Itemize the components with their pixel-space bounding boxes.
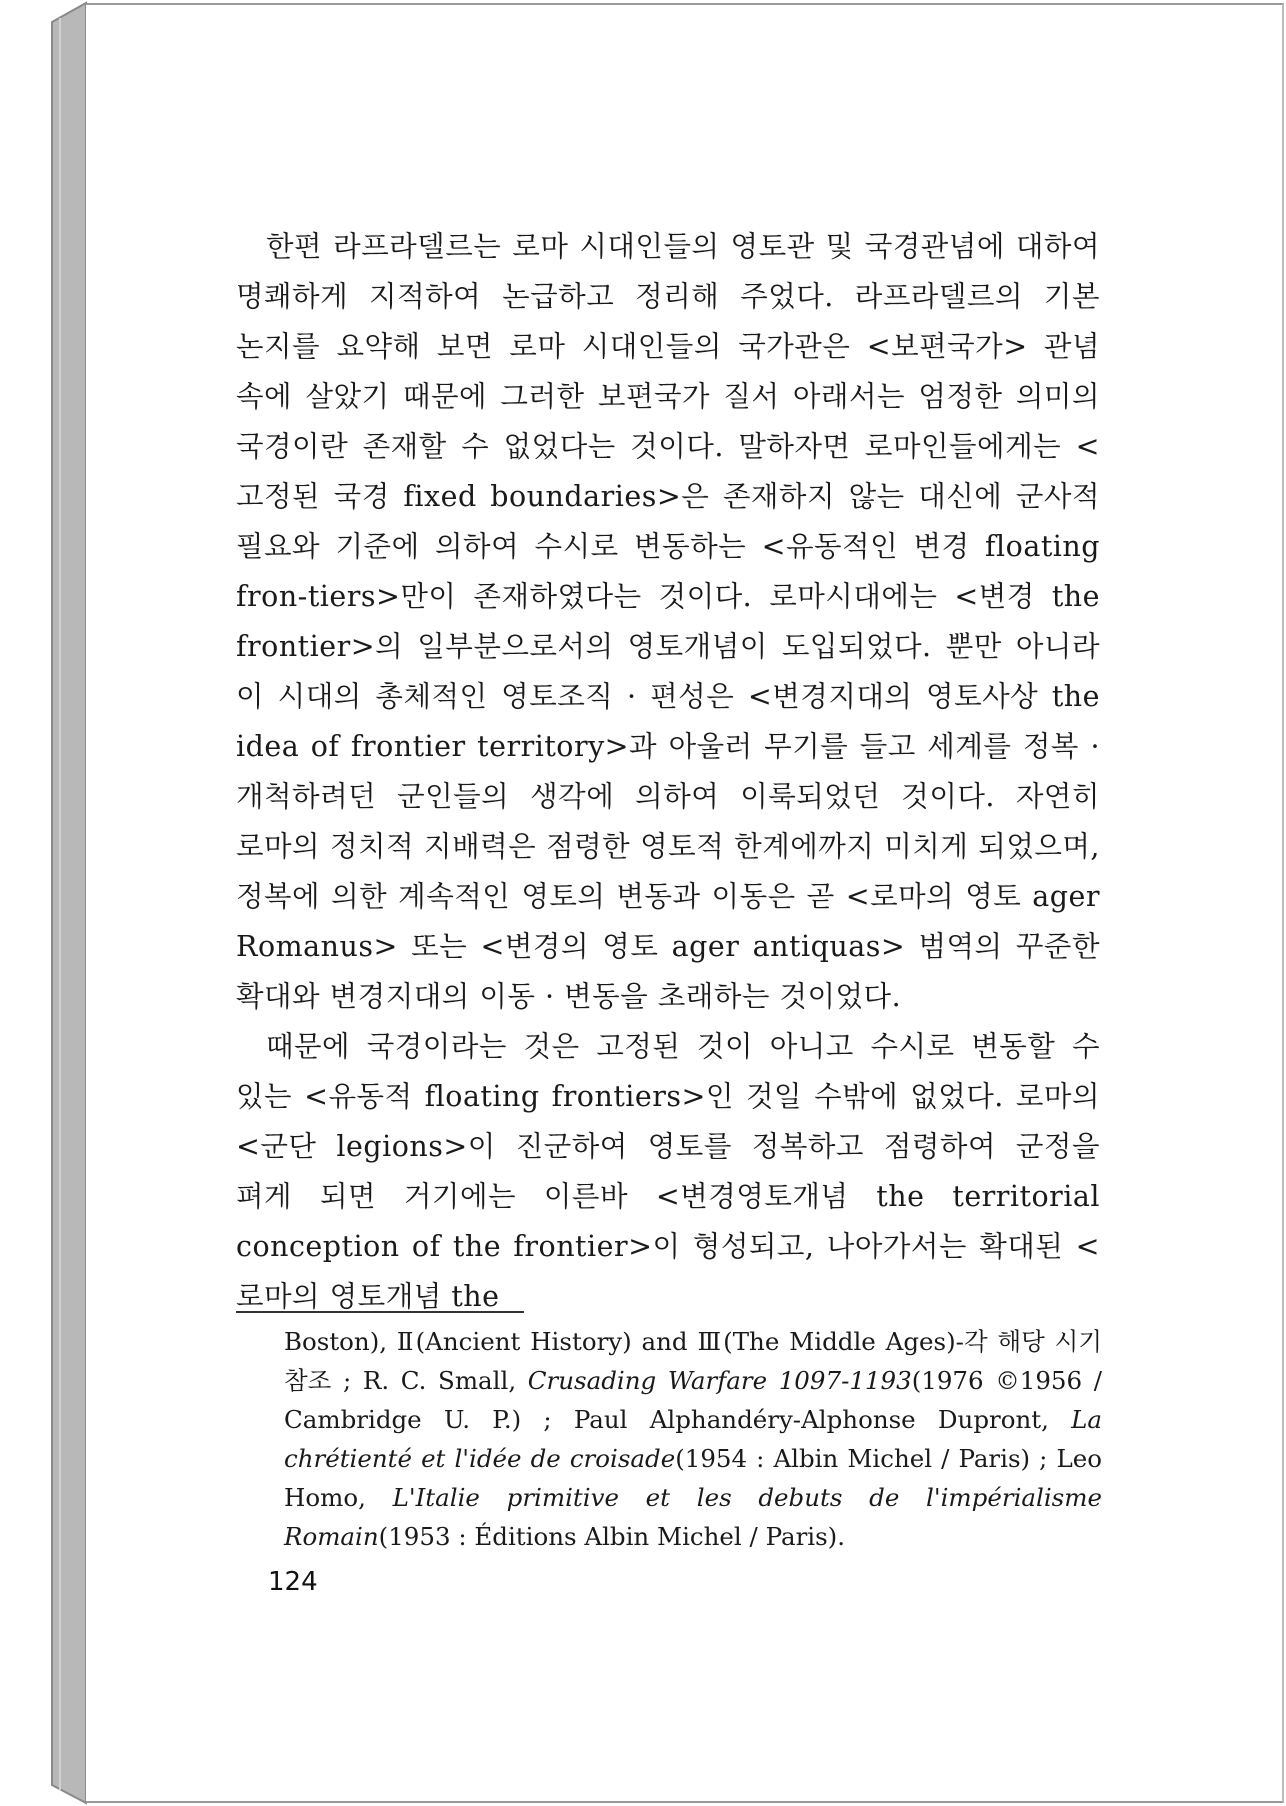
footnote-text [284,1322,1102,1556]
paragraph-1: 한편 라프라델르는 로마 시대인들의 영토관 및 국경관념에 대하여 명쾌하게 지적하여 논급하고 정리해 주었다. 라프라델르의 기본 논지를 요약해 보면 로마 시대인들의 국가관은 <보편국가> 관념 속에 살았기 때문에 그러한 보편국가 질서 아래서는 엄정한 의미의 국경이란 존재할 수 없었다는 것이다. 말하자면 로마인들에게는 <고정된 국경 fixed boundaries>은 존재하지 않는 대신에 군사적 필요와 기준에 의하여 수시로 변동하는 <유동적인 변경 floating fron-tiers>만이 존재하였다는 것이다. 로마시대에는 <변경 the frontier>의 일부분으로서의 영토개념이 도입되었다. 뿐만 아니라 이 시대의 총체적인 영토조직 · 편성은 <변경지대의 영토사상 the idea of frontier territory>과 아울러 무기를 들고 세계를 정복 · 개척하려던 군인들의 생각에 의하여 이룩되었던 것이다. 자연히 로마의 정치적 지배력은 점령한 영토적 한계에까지 미치게 되었으며, 정복에 의한 계속적인 영토의 변동과 이동은 곧 <로마의 영토 ager Romanus> 또는 <변경의 영토 ager antiquas> 범역의 꾸준한 확대와 변경지대의 이동 · 변동을 초래하는 것이었다. [236,230,1100,1013]
footnote-segment: Boston), Ⅱ(Ancient History) and Ⅲ(The Middle Ages)-각 해당 시기 참조 ; R. C. Small, [284,1327,1102,1395]
footnote-title-chretiente: La chrétienté et l'idée de croisade [284,1405,1102,1473]
footnote-divider [236,1311,524,1313]
main-text [236,222,1100,1322]
footnote-segment: (1953 : Éditions Albin Michel / Paris). [378,1522,846,1551]
footnote-segment: (1976 ©1956 / Cambridge U. P.) ; Paul Alphandéry-Alphonse Dupront, [284,1366,1102,1434]
footnote-block [284,1322,1102,1556]
page-number: 124 [268,1567,318,1597]
paragraph-2: 때문에 국경이라는 것은 고정된 것이 아니고 수시로 변동할 수 있는 <유동적 floating frontiers>인 것일 수밖에 없었다. 로마의 <군단 legions>이 진군하여 영토를 정복하고 점령하여 군정을 펴게 되면 거기에는 이른바 <변경영토개념 the territorial conception of the frontier>이 형성되고, 나아가서는 확대된 <로마의 영토개념 the [236,1030,1100,1313]
footnote-segment: (1954 : Albin Michel / Paris) ; Leo Homo, [284,1444,1102,1512]
footnote-title-italie-primitive: L'Italie primitive et les debuts de l'impérialisme Romain [284,1483,1102,1551]
footnote-title-crusading-warfare: Crusading Warfare 1097-1193 [527,1366,912,1395]
